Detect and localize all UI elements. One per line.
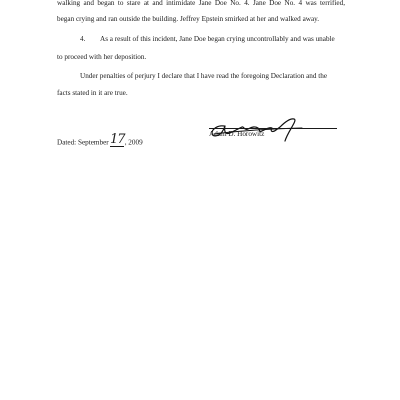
- signer-name: Adam D. Horowitz: [209, 130, 265, 138]
- date-suffix: , 2009: [124, 138, 143, 147]
- paragraph-3-line-1: walking and began to stare at and intimidate Jane Doe No. 4. Jane Doe No. 4 was terrified,: [57, 0, 345, 7]
- paragraph-4-number: 4.: [80, 35, 86, 43]
- paragraph-4-line-1: As a result of this incident, Jane Doe began crying uncontrollably and was unable: [100, 35, 335, 43]
- paragraph-3-line-2: began crying and ran outside the building. Jeffrey Epstein smirked at her and walked away.: [57, 15, 320, 23]
- date-day-handwriting: 17: [109, 132, 125, 147]
- paragraph-4-line-2: to proceed with her deposition.: [57, 53, 147, 61]
- date-prefix: Dated: September: [57, 138, 109, 147]
- signature-rule: [209, 128, 337, 129]
- date-day-field: [109, 132, 125, 147]
- perjury-statement-line-1: Under penalties of perjury I declare that I have read the foregoing Declaration and the: [80, 72, 328, 80]
- handwritten-date-day: [109, 131, 125, 145]
- dated-line: [57, 132, 177, 152]
- perjury-statement-line-2: facts stated in it are true.: [57, 89, 128, 97]
